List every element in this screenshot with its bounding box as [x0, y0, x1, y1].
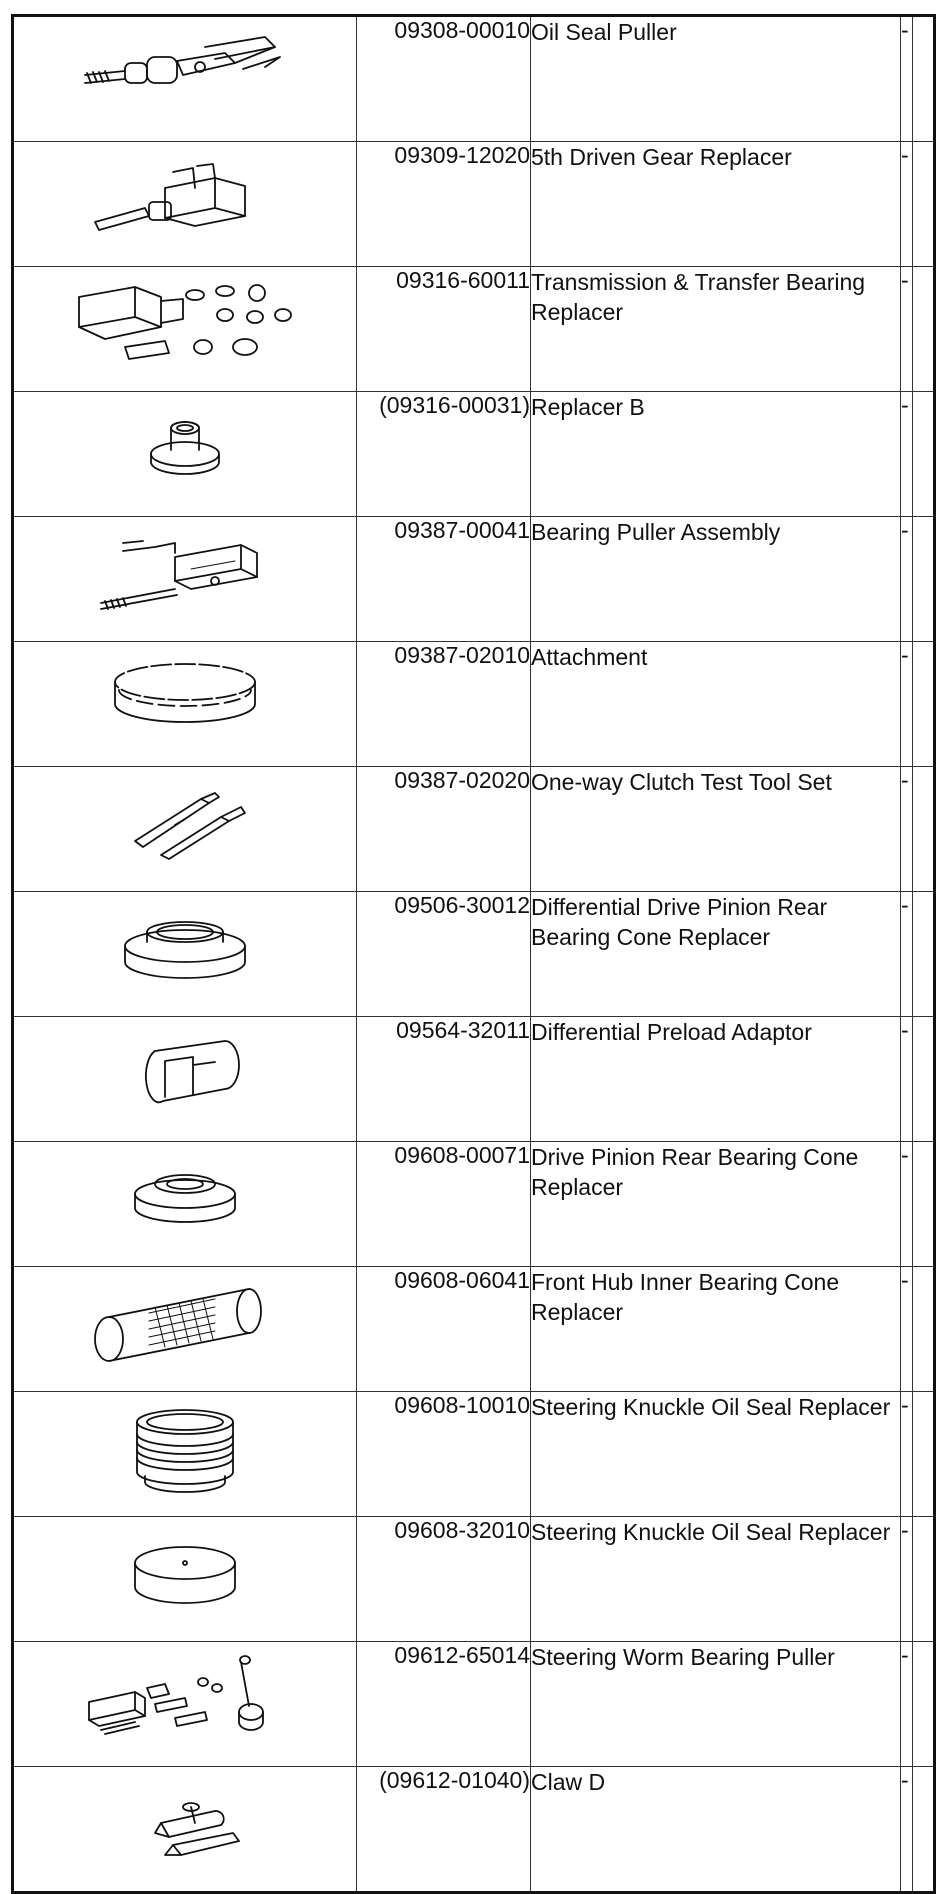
part-number: 09608-32010: [357, 1517, 531, 1642]
table-row: [13, 1142, 935, 1267]
blank-cell: [913, 1517, 935, 1642]
special-service-tools-table: [11, 14, 936, 1894]
blank-cell: [913, 1642, 935, 1767]
blank-cell: [913, 1142, 935, 1267]
gear-replacer-illustration: [13, 142, 357, 267]
preload-adaptor-illustration: [13, 1017, 357, 1142]
tool-name: Transmission & Transfer Bearing Replacer: [531, 267, 901, 392]
claw-d-illustration: [13, 1767, 357, 1893]
blank-cell: [913, 642, 935, 767]
part-number: 09612-65014: [357, 1642, 531, 1767]
table-row: [13, 767, 935, 892]
blank-cell: [913, 267, 935, 392]
blank-cell: [913, 517, 935, 642]
tool-name: Replacer B: [531, 392, 901, 517]
bearing-puller-assembly-illustration: [13, 517, 357, 642]
remark: -: [901, 1142, 913, 1267]
blank-cell: [913, 16, 935, 142]
remark: -: [901, 1017, 913, 1142]
table-row: [13, 1517, 935, 1642]
tool-name: One-way Clutch Test Tool Set: [531, 767, 901, 892]
tool-name: Steering Knuckle Oil Seal Replacer: [531, 1392, 901, 1517]
blank-cell: [913, 1767, 935, 1893]
part-number: 09308-00010: [357, 16, 531, 142]
blank-cell: [913, 892, 935, 1017]
part-number: 09387-02010: [357, 642, 531, 767]
clutch-test-tool-illustration: [13, 767, 357, 892]
remark: -: [901, 1517, 913, 1642]
remark: -: [901, 642, 913, 767]
part-number: 09564-32011: [357, 1017, 531, 1142]
tool-name: Drive Pinion Rear Bearing Cone Replacer: [531, 1142, 901, 1267]
part-number: (09316-00031): [357, 392, 531, 517]
part-number: (09612-01040): [357, 1767, 531, 1893]
blank-cell: [913, 1267, 935, 1392]
part-number: 09506-30012: [357, 892, 531, 1017]
table-row: [13, 1767, 935, 1893]
blank-cell: [913, 392, 935, 517]
blank-cell: [913, 1017, 935, 1142]
tool-name: Differential Preload Adaptor: [531, 1017, 901, 1142]
part-number: 09608-00071: [357, 1142, 531, 1267]
part-number: 09387-02020: [357, 767, 531, 892]
table-row: [13, 267, 935, 392]
table-row: [13, 16, 935, 142]
remark: -: [901, 1392, 913, 1517]
part-number: 09316-60011: [357, 267, 531, 392]
tool-name: Steering Knuckle Oil Seal Replacer: [531, 1517, 901, 1642]
tool-name: 5th Driven Gear Replacer: [531, 142, 901, 267]
part-number: 09608-10010: [357, 1392, 531, 1517]
part-number: 09309-12020: [357, 142, 531, 267]
table-row: [13, 392, 935, 517]
tool-name: Front Hub Inner Bearing Cone Replacer: [531, 1267, 901, 1392]
blank-cell: [913, 767, 935, 892]
drive-pinion-replacer-illustration: [13, 1142, 357, 1267]
tool-name: Differential Drive Pinion Rear Bearing Cone Replacer: [531, 892, 901, 1017]
remark: -: [901, 16, 913, 142]
tool-name: Steering Worm Bearing Puller: [531, 1642, 901, 1767]
bearing-replacer-set-illustration: [13, 267, 357, 392]
attachment-ring-illustration: [13, 642, 357, 767]
blank-cell: [913, 142, 935, 267]
part-number: 09608-06041: [357, 1267, 531, 1392]
remark: -: [901, 267, 913, 392]
table-row: [13, 1267, 935, 1392]
table-row: [13, 1017, 935, 1142]
replacer-b-illustration: [13, 392, 357, 517]
table-row: [13, 1642, 935, 1767]
remark: -: [901, 1642, 913, 1767]
table-row: [13, 1392, 935, 1517]
table-row: [13, 642, 935, 767]
remark: -: [901, 1267, 913, 1392]
pinion-bearing-cone-replacer-illustration: [13, 892, 357, 1017]
knuckle-seal-replacer-disc-illustration: [13, 1517, 357, 1642]
tool-name: Oil Seal Puller: [531, 16, 901, 142]
remark: -: [901, 892, 913, 1017]
blank-cell: [913, 1392, 935, 1517]
tool-name: Claw D: [531, 1767, 901, 1893]
remark: -: [901, 517, 913, 642]
remark: -: [901, 767, 913, 892]
table-row: [13, 517, 935, 642]
front-hub-replacer-illustration: [13, 1267, 357, 1392]
tool-name: Bearing Puller Assembly: [531, 517, 901, 642]
knuckle-seal-replacer-threaded-illustration: [13, 1392, 357, 1517]
table-row: [13, 142, 935, 267]
tool-name: Attachment: [531, 642, 901, 767]
oil-seal-puller-illustration: [13, 16, 357, 142]
worm-bearing-puller-illustration: [13, 1642, 357, 1767]
remark: -: [901, 142, 913, 267]
table-row: [13, 892, 935, 1017]
remark: -: [901, 1767, 913, 1893]
part-number: 09387-00041: [357, 517, 531, 642]
remark: -: [901, 392, 913, 517]
